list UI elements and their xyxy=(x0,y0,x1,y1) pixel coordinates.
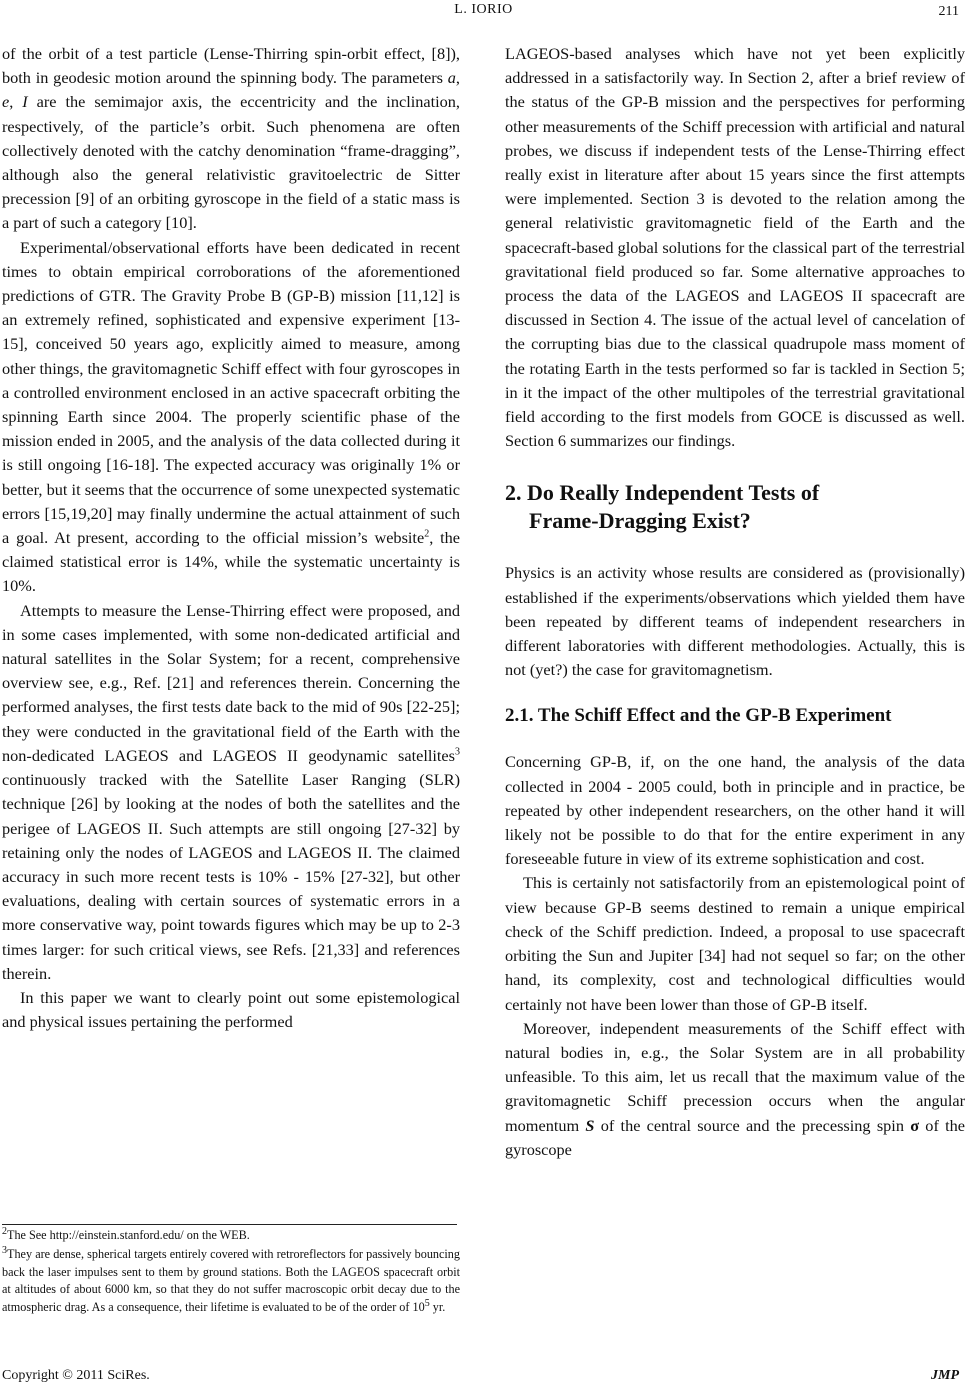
subsection-heading: 2.1. The Schiff Effect and the GP-B Experiment xyxy=(505,705,892,727)
paragraph: Moreover, independent measurements of the Schiff effect with natural bodies in, e.g., the Solar System are in all probability unfeasible. To this aim, let us recall that the maximum value of the gravitomagnetic Schiff precession occurs when the angular momentum S of the central source and the precessing spin σ of the gyroscope xyxy=(505,1018,966,1159)
journal-abbrev: JMP xyxy=(931,1368,959,1383)
paragraph: LAGEOS-based analyses which have not yet been explicitly addressed in a satisfactorily way. In Section 2, after a brief review of the status of the GP-B mission and the perspectives for performing other measurements of the Schiff precession with artificial and natural probes, we discuss if independent tests of the Lense-Thirring effect really exist in literature after about 15 years since the first attempts were implemented. Section 3 is devoted to the relation among the general relativistic gravitomagnetic field of the Earth and the spacecraft-based global solutions for the classical part of the terrestrial gravitational field produced so far. Some alternative approaches to process the data of the LAGEOS and LAGEOS II spacecraft are discussed in Section 4. The issue of the actual level of cancelation of the corrupting bias due to the classical quadrupole mass moment of the rotating Earth in the tests performed so far is tackled in Section 5; in it the impact of the other multipoles of the terrestrial gravitational field according to the first models from GOCE is discussed as well. Section 6 summarizes our findings. xyxy=(505,44,965,451)
footnote-ref: 3 xyxy=(455,746,460,758)
paragraph: Attempts to measure the Lense-Thirring effect were proposed, and in some cases implemented, with some non-dedicated artificial and natural satellites in the Solar System; for a recent, comprehensive overview see, e.g., Ref. [21] and references therein. Concerning the performed analyses, the first tests date back to the mid of 90s [22-25]; they were conducted in the gravitational field of the Earth with the non-dedicated LAGEOS and LAGEOS II geodynamic satellites$^3$ continuously tracked with the Satellite Laser Ranging (SLR) technique [26] by looking at the nodes of both the satellites and the perigee of LAGEOS II. Such attempts are still ongoing [27-32] by retaining only the nodes of LAGEOS and LAGEOS II. The claimed accuracy in such more recent tests is 10% - 15% [27-32], but other evaluations, dealing with certain sources of systematic errors in a more conservative way, point towards figures which may be up to 2-3 times larger: for such critical views, see Refs. [21,33] and references therein. xyxy=(2,600,460,983)
paragraph: Physics is an activity whose results are considered as (provisionally) established if the experiments/observations which yielded them have been repeated by different teams of independent researchers in different laboratories with different methodologies. Actually, this is not (yet?) the case for gravitomagnetism. xyxy=(505,563,965,680)
paragraph: In this paper we want to clearly point out some epistemological and physical issues pertaining the performed xyxy=(2,987,460,1032)
page-header xyxy=(0,0,967,24)
right-column xyxy=(505,42,965,1162)
footnote-divider xyxy=(2,1224,457,1225)
footnote: $^3$They are dense, spherical targets entirely covered with retroreflectors for passively bouncing back the laser impulses sent to them by ground stations. Both the LAGEOS spacecraft orbit at altitudes of about 6000 km, so that they do not suffer macroscopic orbit decay due to the atmospheric drag. As a consequence, their lifetime is evaluated to be of the order of $10^5$ yr. xyxy=(2,1244,460,1314)
left-column xyxy=(2,42,460,1034)
footnote-ref: 2 xyxy=(424,528,430,540)
paragraph: Concerning GP-B, if, on the one hand, the analysis of the data collected in 2004 - 2005 could, both in principle and in practice, be repeated by other independent researchers, on the other hand it will likely not be possible to do that for the entire experiment in any foreseeable future in view of its extreme sophistication and cost. xyxy=(505,752,965,869)
footnote: $^2$The See http://einstein.stanford.edu/ on the WEB. xyxy=(2,1225,250,1242)
page-number: 211 xyxy=(938,4,959,19)
paragraph: Experimental/observational efforts have been dedicated in recent times to obtain empirical corroborations of the aforementioned predictions of GTR. The Gravity Probe B (GP-B) mission [11,12] is an extremely refined, sophisticated and expensive experiment [13-15], conceived 50 years ago, explicitly aimed to measure, among other things, the gravitomagnetic Schiff effect with four gyroscopes in a controlled environment enclosed in an active spacecraft orbiting the spinning Earth since 2004. The properly scientific phase of the mission ended in 2005, and the analysis of the data collected during it is still ongoing [16-18]. The expected accuracy was originally 1% or better, but it seems that the occurrence of some unexpected systematic errors [15,19,20] may finally undermine the actual attainment of such a goal. At present, according to the official mission’s website$^2$, the claimed statistical error is 14%, while the systematic uncertainty is 10%. xyxy=(2,237,461,596)
copyright-notice: Copyright © 2011 SciRes. xyxy=(2,1368,150,1383)
page-footer xyxy=(0,1368,967,1386)
section-heading: 2. Do Really Independent Tests of Frame-Dragging Exist? xyxy=(505,480,820,534)
paragraph: of the orbit of a test particle (Lense-Thirring spin-orbit effect, [8]), both in geodesic motion around the spinning body. The parameters a, e, I are the semimajor axis, the eccentricity and the inclination, respectively, of the particle’s orbit. Such phenomena are often collectively denoted with the catchy denomination “frame-dragging”, although also the general relativistic gravitoelectric de Sitter precession [9] of an orbiting gyroscope in the field of a static mass is a part of such a category [10]. xyxy=(2,44,461,233)
paragraph: This is certainly not satisfactorily from an epistemological point of view because GP-B seems destined to remain a unique empirical check of the Schiff prediction. Indeed, a proposal to use spacecraft orbiting the Sun and Jupiter [34] had not sequel so far; on the other hand, its complexity, cost and technological difficulties would certainly not have been lower than those of GP-B itself. xyxy=(505,873,965,1014)
running-author: L. IORIO xyxy=(454,2,513,17)
